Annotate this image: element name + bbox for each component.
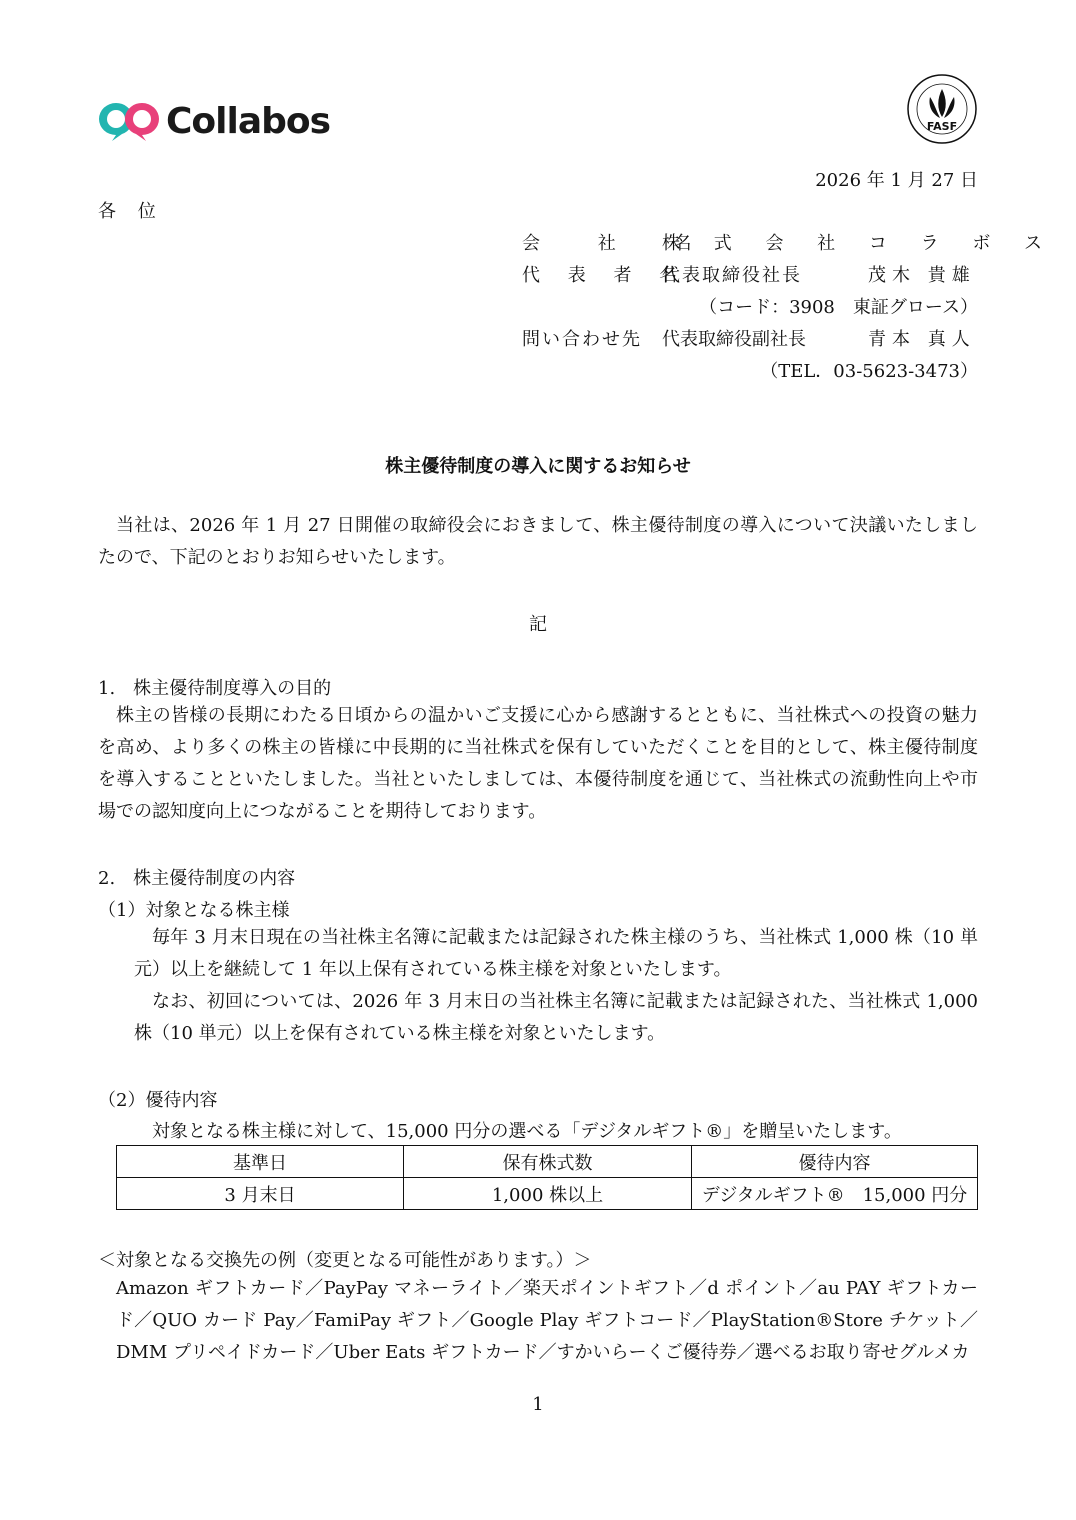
contact-name: 青本 真人 <box>868 329 976 350</box>
company-name-label-text: 会 社 名 <box>522 233 718 254</box>
examples-text: Amazon ギフトカード／PayPay マネーライト／楽天ポイントギフト／d ポイント／au PAY ギフトカード／QUO カード Pay／FamiPay ギフト／Google Play ギフトコード／PlayStation®Store チケット／DMM プリペイドカード／Uber Eats ギフトカード／すかいらーくご優待券／選べるお取り寄せグルメカ <box>116 1278 978 1363</box>
logo-text: Collabos <box>166 100 331 142</box>
examples-heading: ＜対象となる交換先の例（変更となる可能性があります。）＞ <box>98 1250 592 1271</box>
representative-label-text: 代 表 者 名 <box>522 265 689 286</box>
cell-shares-held: 1,000 株以上 <box>404 1178 692 1210</box>
collabos-logo-icon <box>96 100 162 142</box>
sub1-heading: （1）対象となる株主様 <box>98 900 290 921</box>
section1-body: 株主の皆様の長期にわたる日頃からの温かいご支援に心から感謝するとともに、当社株式への投資の魅力を高め、より多くの株主の皆様に中長期的に当社株式を保有していただくことを目的として、株主優待制度を導入することといたしました。当社といたしましては、本優待制度を通じて、当社株式の流動性向上や市場での認知度向上につながることを期待しております。 <box>98 705 978 822</box>
representative-title: 代表取締役社長 <box>662 265 802 286</box>
contact-tel: （TEL．03-5623-3473） <box>760 361 978 382</box>
ki-label: 記 <box>529 614 547 635</box>
release-date: 2026 年 1 月 27 日 <box>815 170 978 191</box>
fasf-seal <box>906 73 978 150</box>
header-privilege: 優待内容 <box>692 1146 978 1178</box>
representative-label <box>522 261 689 287</box>
addressee: 各 位 <box>98 201 164 222</box>
page-number: 1 <box>532 1394 544 1415</box>
table-row <box>117 1178 978 1210</box>
company-name-label <box>522 229 718 255</box>
sub1-paragraph1: 毎年 3 月末日現在の当社株主名簿に記載または記録された株主様のうち、当社株式 1,000 株（10 単元）以上を継続して 1 年以上保有されている株主様を対象といたします。 <box>134 927 978 980</box>
company-logo <box>96 100 330 142</box>
seal-label: FASF <box>926 120 958 133</box>
header-record-date: 基準日 <box>117 1146 404 1178</box>
cell-record-date: 3 月末日 <box>117 1178 404 1210</box>
sub2-heading: （2）優待内容 <box>98 1090 218 1111</box>
sub2-text: 対象となる株主様に対して、15,000 円分の選べる「デジタルギフト®」を贈呈いたします。 <box>152 1121 902 1142</box>
representative-name: 茂木 貴雄 <box>868 265 976 286</box>
section2-heading: 2. 株主優待制度の内容 <box>98 868 296 889</box>
intro-paragraph: 当社は、2026 年 1 月 27 日開催の取締役会におきまして、株主優待制度の導入について決議いたしましたので、下記のとおりお知らせいたします。 <box>98 515 978 568</box>
contact-label: 問い合わせ先 <box>522 329 642 350</box>
table-header-row <box>117 1146 978 1178</box>
company-name-row <box>522 229 1057 255</box>
contact-title: 代表取締役副社長 <box>662 329 806 350</box>
stock-code-row <box>522 293 978 319</box>
contact-row <box>522 325 978 351</box>
fasf-seal-icon <box>906 73 978 145</box>
representative-row <box>522 261 978 287</box>
company-name-value: 株 式 会 社 コ ラ ボ ス <box>662 233 1057 254</box>
privilege-table <box>116 1145 978 1210</box>
sub1-paragraph2: なお、初回については、2026 年 3 月末日の当社株主名簿に記載または記録された、当社株式 1,000 株（10 単元）以上を保有されている株主様を対象といたします。 <box>134 991 978 1044</box>
cell-privilege: デジタルギフト® 15,000 円分 <box>692 1178 978 1210</box>
section1-heading: 1. 株主優待制度導入の目的 <box>98 678 332 699</box>
tel-row <box>522 357 978 383</box>
header-shares-held: 保有株式数 <box>404 1146 692 1178</box>
stock-code: （コード：3908 東証グロース） <box>699 297 978 318</box>
document-title: 株主優待制度の導入に関するお知らせ <box>385 456 691 477</box>
